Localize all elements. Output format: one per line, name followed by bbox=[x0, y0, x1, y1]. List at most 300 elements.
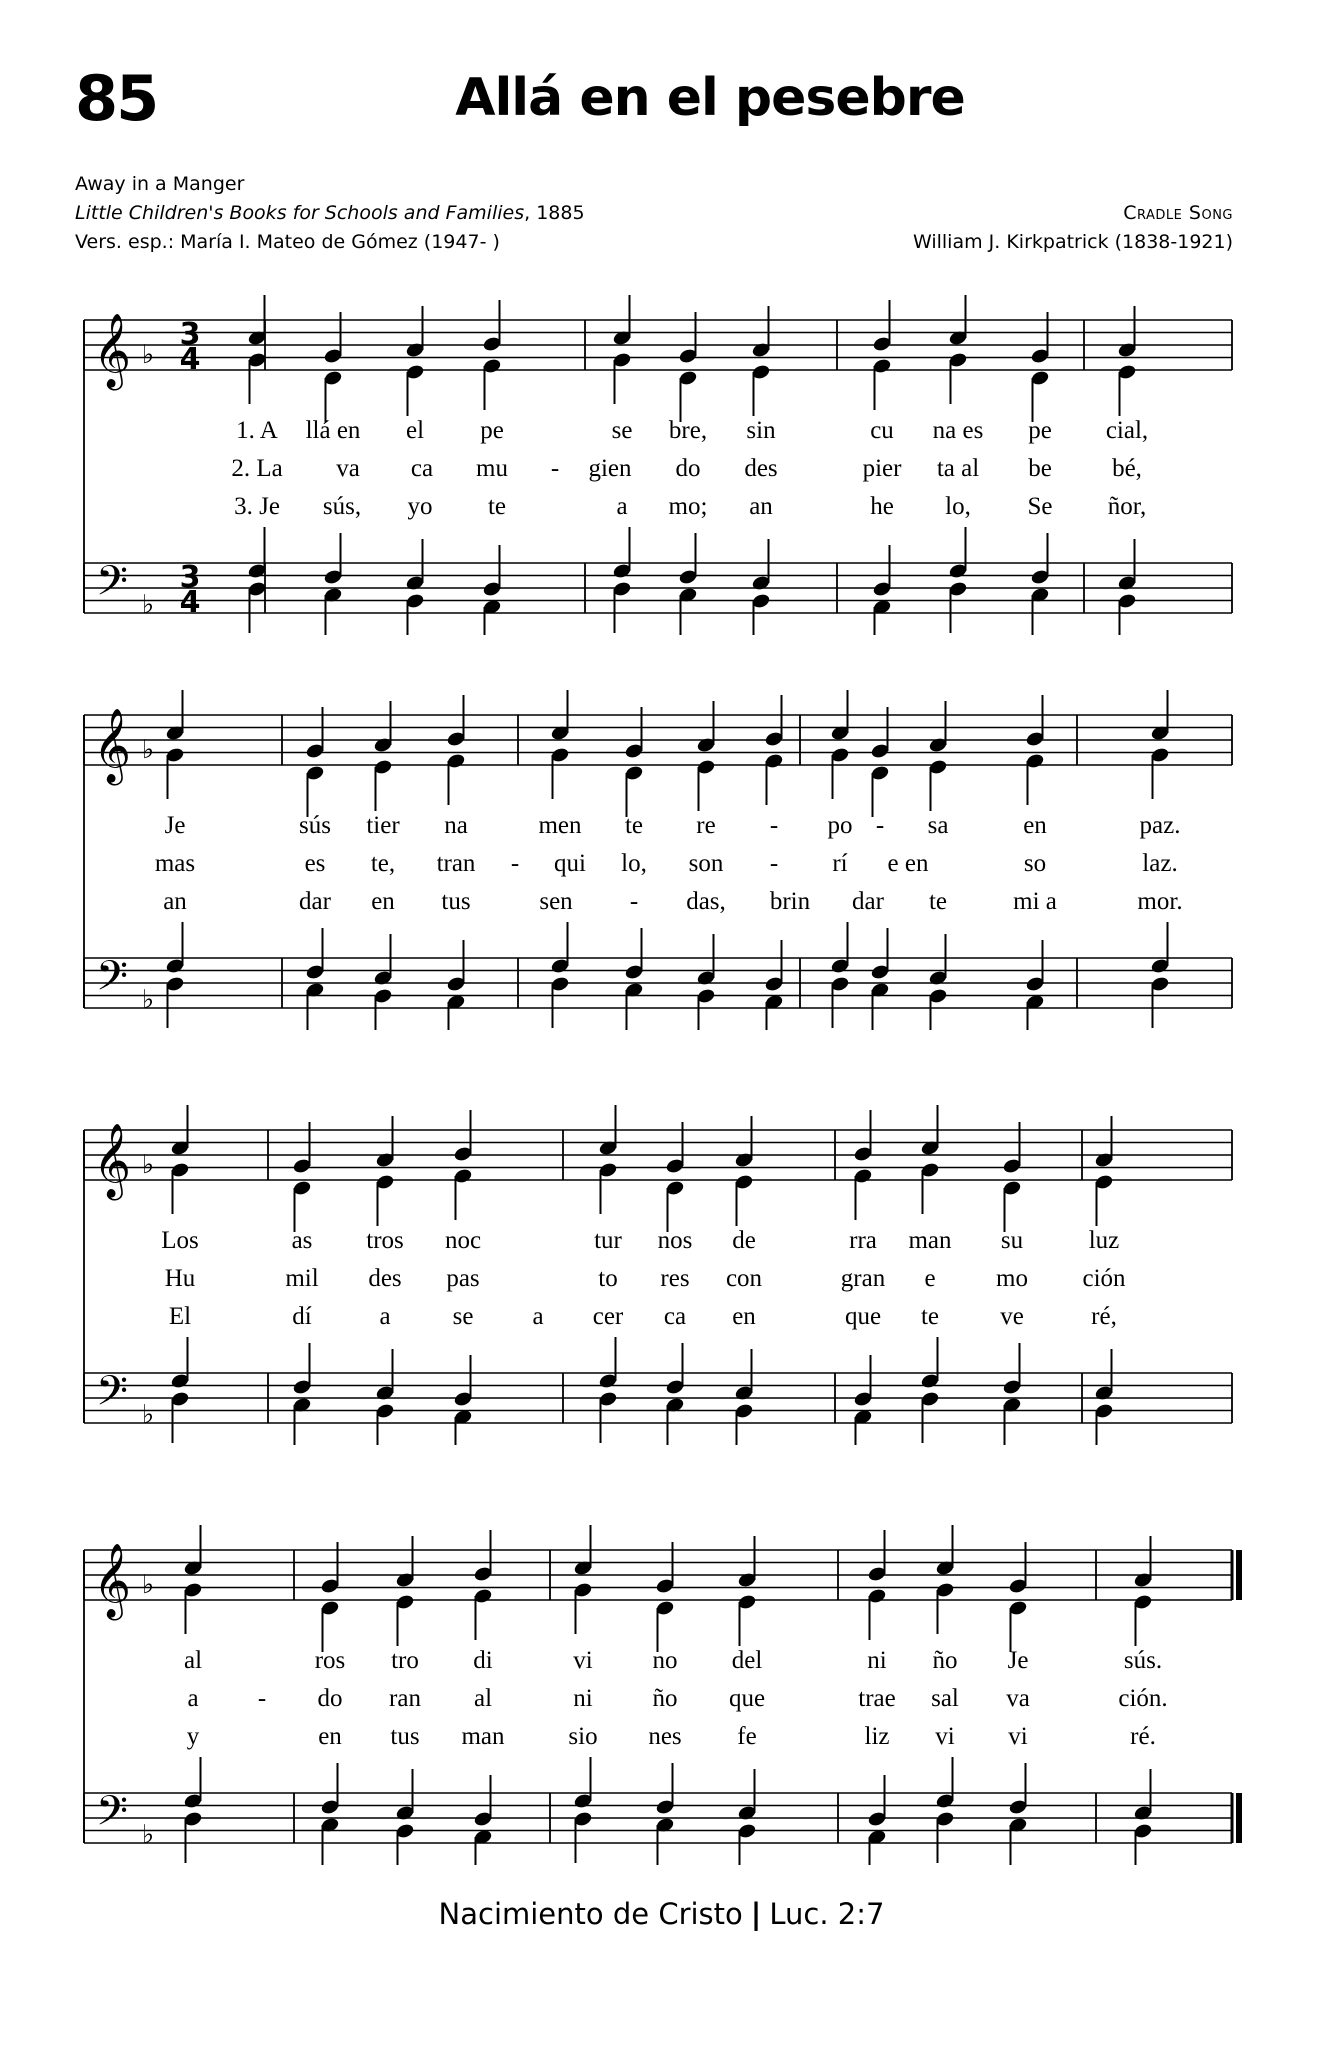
hymn-number: 85 bbox=[75, 62, 158, 135]
treble-note bbox=[1002, 1179, 1022, 1232]
treble-note bbox=[764, 695, 784, 748]
bass-note bbox=[624, 981, 644, 1030]
treble-note bbox=[550, 690, 570, 742]
treble-note bbox=[247, 351, 267, 404]
treble-note bbox=[853, 1110, 873, 1163]
lyric-syllable: - bbox=[769, 812, 779, 839]
key-flat-treble: ♭ bbox=[141, 1150, 155, 1180]
treble-note bbox=[1150, 746, 1170, 799]
lyric-syllable: va bbox=[1006, 1685, 1030, 1712]
bass-note bbox=[678, 533, 698, 586]
music-system-2 bbox=[0, 690, 1323, 1030]
bass-note bbox=[1030, 533, 1050, 586]
key-flat-bass: ♭ bbox=[141, 590, 155, 620]
bass-note bbox=[170, 1337, 190, 1390]
lyric-syllable: gien bbox=[588, 455, 632, 482]
bass-note bbox=[482, 598, 502, 635]
treble-note bbox=[764, 752, 784, 805]
treble-note bbox=[165, 746, 185, 799]
lyric-syllable: no bbox=[652, 1647, 678, 1674]
lyric-syllable: y bbox=[186, 1723, 200, 1750]
lyric-syllable: sús bbox=[299, 812, 331, 839]
text-source bbox=[75, 199, 585, 228]
bass-note bbox=[665, 1343, 685, 1396]
lyric-syllable: a bbox=[616, 493, 628, 520]
bass-clef: 𝄢 bbox=[95, 1787, 129, 1845]
treble-note bbox=[473, 1530, 493, 1583]
tune-name: Cradle Song bbox=[1123, 202, 1233, 224]
lyric-syllable: ve bbox=[1000, 1303, 1024, 1330]
lyric-syllable: El bbox=[168, 1303, 192, 1330]
lyric-syllable: Los bbox=[161, 1227, 199, 1254]
lyric-syllable: - bbox=[257, 1685, 267, 1712]
treble-note bbox=[323, 369, 343, 422]
lyric-syllable: - bbox=[550, 455, 560, 482]
bass-note bbox=[1150, 975, 1170, 1028]
treble-note bbox=[446, 695, 466, 748]
treble-note bbox=[292, 1179, 312, 1232]
lyric-syllable: ta al bbox=[936, 455, 980, 482]
lyric-syllable: cial, bbox=[1105, 417, 1149, 444]
bass-note bbox=[482, 545, 502, 598]
lyric-syllable: a bbox=[379, 1303, 391, 1330]
treble-note bbox=[170, 1105, 190, 1157]
lyric-syllable: te bbox=[920, 1303, 940, 1330]
treble-note bbox=[935, 1525, 955, 1577]
treble-note bbox=[1025, 752, 1045, 805]
lyric-syllable: des bbox=[368, 1265, 402, 1292]
lyric-syllable: tran bbox=[436, 850, 476, 877]
bass-note bbox=[935, 1810, 955, 1863]
treble-note bbox=[696, 758, 716, 811]
source-title: Little Children's Books for Schools and Families bbox=[75, 202, 525, 224]
text-credits bbox=[75, 170, 585, 257]
treble-note bbox=[573, 1581, 593, 1634]
lyric-syllable: so bbox=[1023, 850, 1047, 877]
lyric-syllable: del bbox=[731, 1647, 763, 1674]
topic: Nacimiento de Cristo bbox=[438, 1897, 743, 1931]
treble-note bbox=[446, 752, 466, 805]
lyric-syllable: mo; bbox=[668, 493, 708, 520]
treble-note bbox=[870, 764, 890, 817]
treble-note bbox=[453, 1167, 473, 1220]
lyric-syllable: lo, bbox=[945, 493, 971, 520]
composer-credit: William J. Kirkpatrick (1838-1921) bbox=[912, 231, 1233, 253]
translation-credit: Vers. esp.: María I. Mateo de Gómez (1947- ) bbox=[75, 231, 500, 253]
music-credits bbox=[913, 199, 1233, 257]
treble-note bbox=[405, 363, 425, 416]
lyric-syllable: ni bbox=[867, 1647, 887, 1674]
lyric-syllable: mo bbox=[996, 1265, 1028, 1292]
lyric-syllable: yo bbox=[407, 493, 433, 520]
bass-note bbox=[1117, 539, 1137, 592]
bass-note bbox=[550, 922, 570, 975]
lyric-syllable: an bbox=[749, 493, 773, 520]
lyric-syllable: laz. bbox=[1142, 850, 1178, 877]
bass-note bbox=[320, 1763, 340, 1816]
lyric-syllable: tus bbox=[441, 888, 471, 915]
treble-note bbox=[853, 1167, 873, 1220]
key-flat-treble: ♭ bbox=[141, 735, 155, 765]
bass-note bbox=[920, 1390, 940, 1443]
lyric-syllable: llá en bbox=[305, 417, 361, 444]
bass-note bbox=[183, 1810, 203, 1863]
bass-note bbox=[405, 539, 425, 592]
lyric-syllable: de bbox=[732, 1227, 756, 1254]
lyric-syllable: e bbox=[924, 1265, 936, 1292]
treble-note bbox=[1133, 1593, 1153, 1646]
bass-note bbox=[948, 580, 968, 633]
lyric-syllable: mas bbox=[154, 850, 196, 877]
treble-note bbox=[183, 1525, 203, 1577]
lyric-syllable: con bbox=[725, 1265, 763, 1292]
lyric-syllable: pier bbox=[862, 455, 902, 482]
bass-note bbox=[598, 1337, 618, 1390]
lyric-syllable: vi bbox=[573, 1647, 593, 1674]
bass-note bbox=[655, 1816, 675, 1865]
treble-note bbox=[1150, 690, 1170, 742]
lyric-syllable: luz bbox=[1088, 1227, 1120, 1254]
bass-note bbox=[737, 1769, 757, 1822]
treble-note bbox=[872, 300, 892, 353]
treble-note bbox=[395, 1593, 415, 1646]
treble-note bbox=[734, 1173, 754, 1226]
lyric-syllable: trae bbox=[858, 1685, 896, 1712]
bass-note bbox=[1002, 1343, 1022, 1396]
treble-note bbox=[598, 1161, 618, 1214]
lyric-syllable: ción bbox=[1082, 1265, 1126, 1292]
bass-clef: 𝄢 bbox=[95, 1367, 129, 1425]
treble-note bbox=[247, 295, 267, 347]
treble-note bbox=[612, 351, 632, 404]
lyric-syllable: mor. bbox=[1137, 888, 1183, 915]
lyric-syllable: en bbox=[1023, 812, 1047, 839]
treble-clef: 𝄞 bbox=[93, 709, 131, 783]
lyric-syllable: res bbox=[660, 1265, 690, 1292]
bass-note bbox=[665, 1396, 685, 1445]
bass-note bbox=[928, 934, 948, 987]
lyric-syllable: tro bbox=[391, 1647, 419, 1674]
time-sig-top: 3 bbox=[179, 560, 201, 595]
bass-note bbox=[655, 1763, 675, 1816]
staff-graphics bbox=[0, 690, 1323, 1030]
lyric-syllable: el bbox=[405, 417, 425, 444]
bass-note bbox=[853, 1355, 873, 1408]
lyric-syllable: lo, bbox=[621, 850, 647, 877]
lyric-syllable: e en bbox=[887, 850, 929, 877]
lyric-syllable: ñor, bbox=[1107, 493, 1147, 520]
lyric-syllable: se bbox=[611, 417, 633, 444]
lyric-syllable: te, bbox=[370, 850, 396, 877]
treble-note bbox=[1008, 1599, 1028, 1652]
lyric-syllable: men bbox=[538, 812, 582, 839]
bass-note bbox=[830, 922, 850, 975]
bass-note bbox=[550, 975, 570, 1028]
treble-note bbox=[867, 1587, 887, 1640]
lyric-syllable: Se bbox=[1027, 493, 1053, 520]
lyric-syllable: dar bbox=[852, 888, 884, 915]
lyric-syllable: tros bbox=[366, 1227, 404, 1254]
lyric-syllable: qui bbox=[554, 850, 586, 877]
lyric-syllable: cu bbox=[870, 417, 894, 444]
treble-note bbox=[183, 1581, 203, 1634]
bass-note bbox=[1025, 940, 1045, 993]
lyric-syllable: he bbox=[870, 493, 894, 520]
bass-note bbox=[292, 1343, 312, 1396]
lyric-syllable: en bbox=[371, 888, 395, 915]
lyric-syllable: sin bbox=[746, 417, 776, 444]
time-sig-bottom: 4 bbox=[179, 585, 201, 620]
lyric-syllable: do bbox=[317, 1685, 343, 1712]
lyric-syllable: son bbox=[688, 850, 724, 877]
treble-note bbox=[830, 690, 850, 742]
english-title: Away in a Manger bbox=[75, 173, 245, 195]
treble-note bbox=[624, 764, 644, 817]
bass-note bbox=[473, 1775, 493, 1828]
bass-note bbox=[573, 1810, 593, 1863]
bass-note bbox=[247, 527, 267, 580]
lyric-syllable: Hu bbox=[164, 1265, 196, 1292]
lyric-syllable: das, bbox=[686, 888, 726, 915]
bass-note bbox=[678, 586, 698, 635]
bass-note bbox=[830, 975, 850, 1028]
treble-clef: 𝄞 bbox=[93, 314, 131, 388]
treble-note bbox=[1025, 695, 1045, 748]
bass-note bbox=[598, 1390, 618, 1443]
treble-note bbox=[305, 764, 325, 817]
bass-note bbox=[1030, 586, 1050, 635]
lyric-syllable: te bbox=[928, 888, 948, 915]
lyric-syllable: te bbox=[624, 812, 644, 839]
bass-note bbox=[1150, 922, 1170, 975]
lyric-syllable: sús. bbox=[1123, 1647, 1163, 1674]
bass-note bbox=[323, 533, 343, 586]
music-system-1 bbox=[0, 295, 1323, 635]
lyric-syllable: ré. bbox=[1130, 1723, 1156, 1750]
lyric-syllable: fe bbox=[737, 1723, 757, 1750]
music-system-3 bbox=[0, 1105, 1323, 1445]
bass-note bbox=[473, 1828, 493, 1865]
lyric-syllable: al bbox=[183, 1647, 203, 1674]
bass-note bbox=[1133, 1769, 1153, 1822]
lyric-syllable: Je bbox=[1007, 1647, 1029, 1674]
lyric-syllable: dar bbox=[299, 888, 331, 915]
treble-note bbox=[737, 1593, 757, 1646]
bass-note bbox=[183, 1757, 203, 1810]
lyric-syllable: - bbox=[769, 850, 779, 877]
treble-note bbox=[482, 300, 502, 353]
key-flat-bass: ♭ bbox=[141, 1400, 155, 1430]
bass-note bbox=[1008, 1763, 1028, 1816]
bass-note bbox=[1025, 993, 1045, 1030]
key-flat-treble: ♭ bbox=[141, 340, 155, 370]
treble-clef: 𝄞 bbox=[93, 1124, 131, 1198]
lyric-syllable: tier bbox=[366, 812, 400, 839]
lyric-syllable: ni bbox=[573, 1685, 593, 1712]
treble-note bbox=[1094, 1173, 1114, 1226]
treble-note bbox=[872, 357, 892, 410]
treble-note bbox=[948, 351, 968, 404]
footer-separator: | bbox=[750, 1897, 762, 1931]
lyric-syllable: as bbox=[291, 1227, 313, 1254]
lyric-syllable: man bbox=[908, 1227, 952, 1254]
lyric-syllable: pas bbox=[446, 1265, 480, 1292]
lyric-syllable: rí bbox=[832, 850, 848, 877]
lyric-syllable: pe bbox=[1028, 417, 1052, 444]
bass-note bbox=[323, 586, 343, 635]
time-sig-bottom: 4 bbox=[179, 342, 201, 377]
treble-note bbox=[320, 1599, 340, 1652]
lyric-syllable: tur bbox=[594, 1227, 622, 1254]
treble-note bbox=[170, 1161, 190, 1214]
lyric-syllable: - bbox=[629, 888, 639, 915]
treble-clef: 𝄞 bbox=[93, 1544, 131, 1618]
treble-note bbox=[920, 1105, 940, 1157]
treble-note bbox=[550, 746, 570, 799]
bass-note bbox=[612, 580, 632, 633]
lyric-syllable: dí bbox=[292, 1303, 312, 1330]
treble-note bbox=[375, 1173, 395, 1226]
bass-note bbox=[853, 1408, 873, 1445]
lyric-syllable: sa bbox=[927, 812, 949, 839]
lyric-syllable: mi a bbox=[1013, 888, 1057, 915]
lyric-syllable: a bbox=[187, 1685, 199, 1712]
source-year: , 1885 bbox=[524, 202, 585, 224]
lyric-syllable: ño bbox=[652, 1685, 678, 1712]
lyric-syllable: bé, bbox=[1112, 455, 1142, 482]
treble-note bbox=[867, 1530, 887, 1583]
lyric-syllable: man bbox=[461, 1723, 505, 1750]
lyric-syllable: a bbox=[532, 1303, 544, 1330]
bass-note bbox=[165, 975, 185, 1028]
bass-note bbox=[170, 1390, 190, 1443]
lyric-syllable: na es bbox=[932, 417, 984, 444]
lyric-syllable: vi bbox=[1008, 1723, 1028, 1750]
lyric-syllable: 2. La bbox=[231, 455, 283, 482]
bass-note bbox=[751, 539, 771, 592]
lyric-syllable: tus bbox=[390, 1723, 420, 1750]
bass-note bbox=[1002, 1396, 1022, 1445]
scripture-reference: Luc. 2:7 bbox=[769, 1897, 885, 1931]
lyric-syllable: al bbox=[473, 1685, 493, 1712]
bass-note bbox=[872, 598, 892, 635]
lyric-syllable: bre, bbox=[668, 417, 708, 444]
bass-note bbox=[872, 545, 892, 598]
lyric-syllable: pe bbox=[480, 417, 504, 444]
bass-note bbox=[453, 1408, 473, 1445]
lyric-syllable: nos bbox=[657, 1227, 693, 1254]
lyric-syllable: noc bbox=[444, 1227, 482, 1254]
bass-note bbox=[165, 922, 185, 975]
bass-note bbox=[375, 1349, 395, 1402]
lyric-syllable: des bbox=[744, 455, 778, 482]
lyric-syllable: ran bbox=[389, 1685, 421, 1712]
lyric-syllable: ción. bbox=[1118, 1685, 1168, 1712]
lyric-syllable: paz. bbox=[1139, 812, 1181, 839]
lyric-syllable: sio bbox=[568, 1723, 598, 1750]
bass-note bbox=[870, 928, 890, 981]
lyric-syllable: ca bbox=[410, 455, 434, 482]
lyric-syllable: su bbox=[1000, 1227, 1024, 1254]
footer bbox=[0, 1897, 1323, 1931]
lyric-syllable: ño bbox=[932, 1647, 958, 1674]
bass-note bbox=[764, 940, 784, 993]
lyric-syllable: que bbox=[844, 1303, 882, 1330]
treble-note bbox=[473, 1587, 493, 1640]
lyric-syllable: se bbox=[452, 1303, 474, 1330]
bass-note bbox=[935, 1757, 955, 1810]
lyric-syllable: en bbox=[732, 1303, 756, 1330]
lyric-syllable: ré, bbox=[1091, 1303, 1117, 1330]
treble-note bbox=[655, 1599, 675, 1652]
time-sig-top: 3 bbox=[179, 317, 201, 352]
lyric-syllable: - bbox=[875, 812, 885, 839]
bass-note bbox=[1094, 1349, 1114, 1402]
bass-note bbox=[453, 1355, 473, 1408]
bass-note bbox=[867, 1775, 887, 1828]
lyric-syllable: ros bbox=[314, 1647, 346, 1674]
treble-note bbox=[928, 758, 948, 811]
lyric-syllable: liz bbox=[864, 1723, 890, 1750]
treble-note bbox=[612, 295, 632, 347]
treble-note bbox=[598, 1105, 618, 1157]
bass-note bbox=[867, 1828, 887, 1865]
lyric-syllable: sen bbox=[539, 888, 573, 915]
lyric-syllable: brin bbox=[769, 888, 811, 915]
treble-note bbox=[1030, 369, 1050, 422]
lyric-syllable: mu bbox=[476, 455, 508, 482]
lyric-syllable: cer bbox=[592, 1303, 624, 1330]
lyric-syllable: po bbox=[827, 812, 853, 839]
lyric-syllable: to bbox=[598, 1265, 618, 1292]
bass-note bbox=[764, 993, 784, 1030]
bass-clef: 𝄢 bbox=[95, 557, 129, 615]
bass-note bbox=[247, 580, 267, 633]
key-flat-bass: ♭ bbox=[141, 985, 155, 1015]
lyric-syllable: na bbox=[444, 812, 468, 839]
bass-note bbox=[320, 1816, 340, 1865]
bass-note bbox=[612, 527, 632, 580]
bass-note bbox=[373, 934, 393, 987]
lyric-syllable: - bbox=[510, 850, 520, 877]
treble-note bbox=[453, 1110, 473, 1163]
bass-note bbox=[305, 928, 325, 981]
lyric-syllable: be bbox=[1028, 455, 1052, 482]
bass-note bbox=[446, 940, 466, 993]
lyric-syllable: te bbox=[487, 493, 507, 520]
bass-note bbox=[1008, 1816, 1028, 1865]
lyric-syllable: en bbox=[318, 1723, 342, 1750]
bass-note bbox=[292, 1396, 312, 1445]
treble-note bbox=[920, 1161, 940, 1214]
lyric-syllable: 3. Je bbox=[234, 493, 280, 520]
lyric-syllable: gran bbox=[840, 1265, 886, 1292]
bass-note bbox=[446, 993, 466, 1030]
bass-note bbox=[573, 1757, 593, 1810]
treble-note bbox=[948, 295, 968, 347]
treble-note bbox=[830, 746, 850, 799]
lyric-syllable: di bbox=[473, 1647, 493, 1674]
lyric-syllable: va bbox=[336, 455, 360, 482]
bass-note bbox=[395, 1769, 415, 1822]
treble-note bbox=[573, 1525, 593, 1577]
lyric-syllable: sús, bbox=[322, 493, 362, 520]
lyric-syllable: an bbox=[163, 888, 187, 915]
lyric-syllable: vi bbox=[935, 1723, 955, 1750]
bass-note bbox=[948, 527, 968, 580]
lyric-syllable: ca bbox=[663, 1303, 687, 1330]
treble-note bbox=[678, 369, 698, 422]
